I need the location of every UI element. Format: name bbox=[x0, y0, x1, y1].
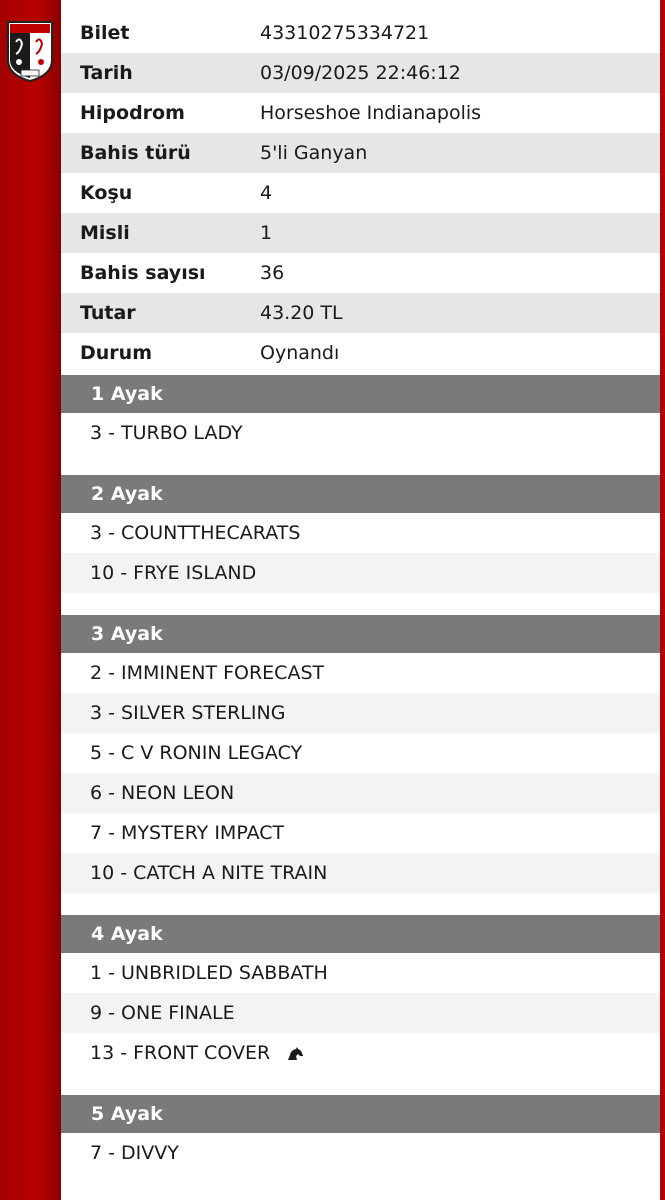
info-label: Bahis sayısı bbox=[80, 262, 206, 284]
ticket-bet-count: 36 bbox=[260, 262, 285, 284]
leg-title: 1 Ayak bbox=[91, 383, 163, 405]
leg-header-5 bbox=[61, 1095, 660, 1133]
leg-header-3 bbox=[61, 615, 660, 653]
horse-row bbox=[61, 693, 660, 733]
info-row-amount bbox=[61, 293, 660, 333]
horse-name: 5 - C V RONIN LEGACY bbox=[90, 742, 303, 764]
horse-row-content bbox=[90, 1042, 304, 1064]
horse-name: 9 - ONE FINALE bbox=[90, 1002, 235, 1024]
info-row-bet-type bbox=[61, 133, 660, 173]
horse-row bbox=[61, 733, 660, 773]
info-label: Bilet bbox=[80, 22, 130, 44]
horse-row bbox=[61, 413, 660, 453]
right-brand-rail bbox=[660, 0, 665, 1200]
club-crest-logo bbox=[5, 20, 55, 82]
info-row-date bbox=[61, 53, 660, 93]
info-label: Tarih bbox=[80, 62, 133, 84]
horse-row bbox=[61, 953, 660, 993]
horse-name: 2 - IMMINENT FORECAST bbox=[90, 662, 325, 684]
info-label: Misli bbox=[80, 222, 130, 244]
info-row-track bbox=[61, 93, 660, 133]
horse-row bbox=[61, 653, 660, 693]
horse-row bbox=[61, 853, 660, 893]
leg-title: 5 Ayak bbox=[91, 1103, 163, 1125]
info-label: Bahis türü bbox=[80, 142, 191, 164]
horse-name: 7 - MYSTERY IMPACT bbox=[90, 822, 285, 844]
leg-title: 2 Ayak bbox=[91, 483, 163, 505]
leg-header-1 bbox=[61, 375, 660, 413]
info-label: Tutar bbox=[80, 302, 136, 324]
leg-header-4 bbox=[61, 915, 660, 953]
horse-name: 10 - FRYE ISLAND bbox=[90, 562, 257, 584]
ticket-amount: 43.20 TL bbox=[260, 302, 343, 324]
horse-row bbox=[61, 1033, 660, 1073]
horse-row bbox=[61, 773, 660, 813]
horse-name: 6 - NEON LEON bbox=[90, 782, 235, 804]
horse-row bbox=[61, 993, 660, 1033]
info-label: Durum bbox=[80, 342, 152, 364]
info-row-ticket bbox=[61, 13, 660, 53]
horse-name: 10 - CATCH A NITE TRAIN bbox=[90, 862, 328, 884]
horse-row bbox=[61, 513, 660, 553]
horse-name: 1 - UNBRIDLED SABBATH bbox=[90, 962, 328, 984]
horse-name: 3 - SILVER STERLING bbox=[90, 702, 286, 724]
horse-name: 3 - TURBO LADY bbox=[90, 422, 243, 444]
info-row-bet-count bbox=[61, 253, 660, 293]
horse-name: 3 - COUNTTHECARATS bbox=[90, 522, 301, 544]
horse-name: 13 - FRONT COVER bbox=[90, 1042, 271, 1064]
info-row-race bbox=[61, 173, 660, 213]
horse-row bbox=[61, 1133, 660, 1173]
leg-title: 4 Ayak bbox=[91, 923, 163, 945]
leg-header-2 bbox=[61, 475, 660, 513]
leg-title: 3 Ayak bbox=[91, 623, 163, 645]
info-label: Koşu bbox=[80, 182, 133, 204]
horse-row bbox=[61, 813, 660, 853]
ticket-detail-panel bbox=[61, 0, 660, 1200]
ticket-multiplier: 1 bbox=[260, 222, 273, 244]
ticket-track: Horseshoe Indianapolis bbox=[260, 102, 482, 124]
ticket-date: 03/09/2025 22:46:12 bbox=[260, 62, 461, 84]
ticket-status: Oynandı bbox=[260, 342, 340, 364]
horse-row bbox=[61, 553, 660, 593]
horse-head-icon bbox=[286, 1047, 304, 1061]
ticket-race: 4 bbox=[260, 182, 273, 204]
left-brand-rail bbox=[0, 0, 61, 1200]
ticket-number: 43310275334721 bbox=[260, 22, 430, 44]
horse-name: 7 - DIVVY bbox=[90, 1142, 179, 1164]
ticket-bet-type: 5'li Ganyan bbox=[260, 142, 368, 164]
info-row-status bbox=[61, 333, 660, 373]
info-row-multiplier bbox=[61, 213, 660, 253]
info-label: Hipodrom bbox=[80, 102, 185, 124]
